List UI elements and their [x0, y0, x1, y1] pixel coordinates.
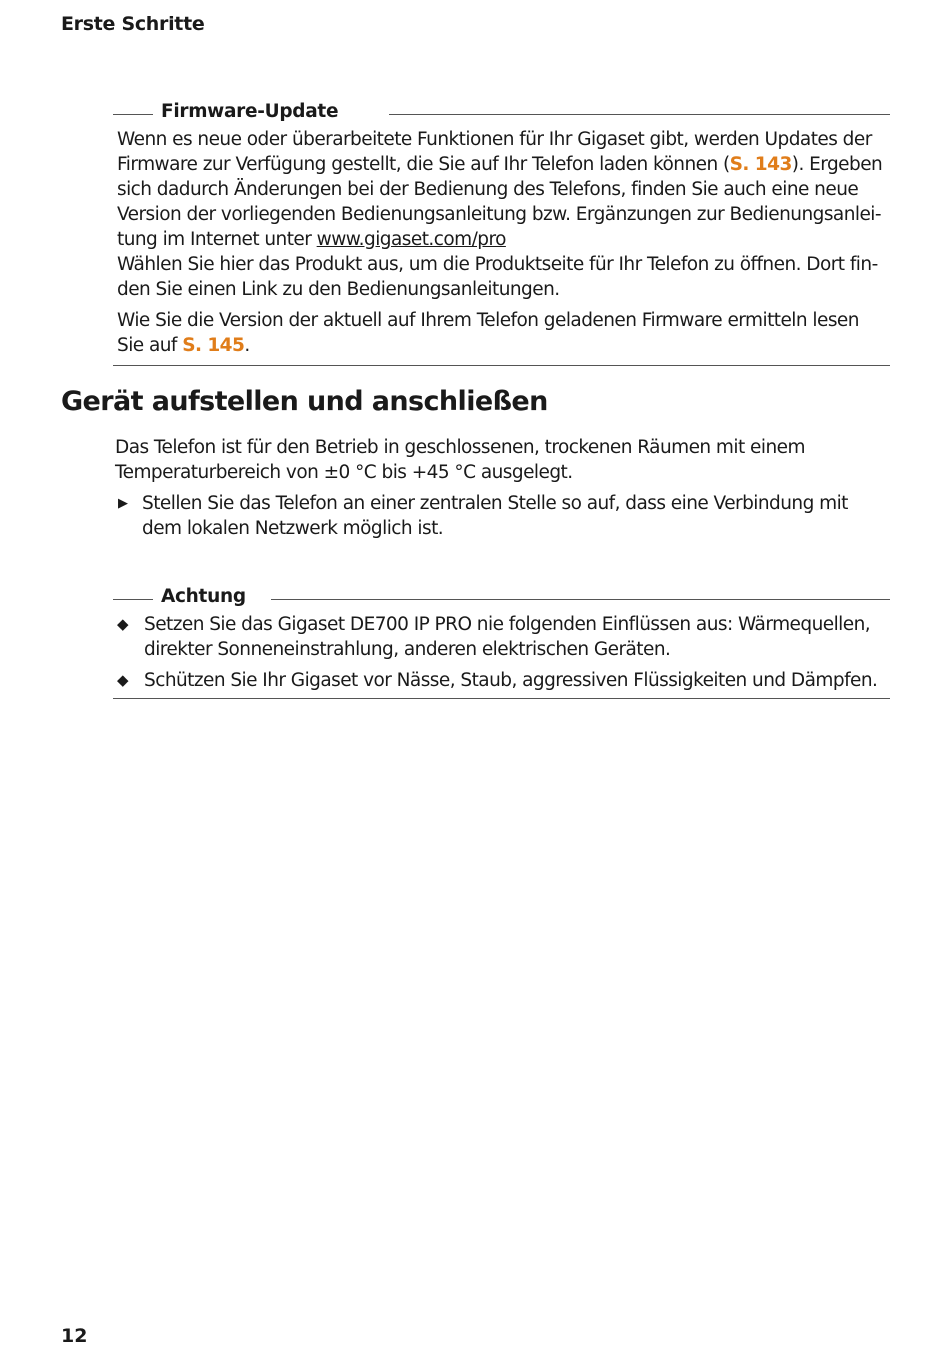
- note-title: Achtung: [161, 586, 246, 607]
- section-intro: Das Telefon ist für den Betrieb in geschlossenen, trockenen Räumen mit einem Temperaturbereich von ±0 °C bis +45 °C ausgelegt.: [115, 437, 805, 483]
- section-title: Gerät aufstellen und anschließen: [61, 386, 548, 417]
- note-body: [113, 127, 890, 366]
- paragraph-text: Wie Sie die Version der aktuell auf Ihrem Telefon geladenen Firmware ermitteln lesen Sie auf: [117, 310, 859, 356]
- header-rule-left: [113, 114, 153, 115]
- step-arrow-icon: ▶: [118, 496, 128, 511]
- firmware-paragraph-1: [117, 127, 890, 252]
- gigaset-url-link[interactable]: www.gigaset.com/pro: [316, 229, 506, 250]
- firmware-paragraph-3: [117, 308, 890, 358]
- section-body: [115, 435, 890, 541]
- header-rule-right: [389, 114, 890, 115]
- step-text: Stellen Sie das Telefon an einer zentralen Stelle so auf, dass eine Verbindung mit dem lokalen Netzwerk möglich ist.: [142, 493, 848, 539]
- paragraph-text: ). Ergeben sich dadurch Änderungen bei der Bedienung des Telefons, finden Sie auch eine neue Version der vorliegenden Bedienungsanleitung bzw. Ergänzungen zur Bedienungsanleitung im Internet unter: [117, 154, 883, 250]
- page-number: 12: [61, 1325, 88, 1347]
- paragraph-text: .: [244, 335, 250, 356]
- caution-bullet: [113, 668, 890, 693]
- running-head: Erste Schritte: [61, 13, 205, 35]
- note-body: [113, 612, 890, 699]
- caution-note: [113, 586, 890, 699]
- header-rule-right: [271, 599, 890, 600]
- firmware-paragraph-2: Wählen Sie hier das Produkt aus, um die Produktseite für Ihr Telefon zu öffnen. Dort finden Sie einen Link zu den Bedienungsanleitungen.: [117, 254, 879, 300]
- page-reference-link[interactable]: S. 143: [729, 154, 792, 175]
- header-rule-left: [113, 599, 153, 600]
- diamond-bullet-icon: ◆: [117, 615, 129, 633]
- firmware-update-note: [113, 101, 890, 366]
- caution-bullet: [113, 612, 890, 662]
- note-header: [113, 101, 890, 127]
- instruction-step: [115, 491, 890, 541]
- note-title: Firmware-Update: [161, 101, 339, 122]
- diamond-bullet-icon: ◆: [117, 671, 129, 689]
- paragraph-text: Wenn es neue oder überarbeitete Funktionen für Ihr Gigaset gibt, werden Updates der Firmware zur Verfügung gestellt, die Sie auf Ihr Telefon laden können (: [117, 129, 872, 175]
- bullet-text: Setzen Sie das Gigaset DE700 IP PRO nie folgenden Einflüssen aus: Wärmequellen, direkter Sonneneinstrahlung, anderen elektrischen Geräten.: [144, 614, 871, 660]
- page-reference-link[interactable]: S. 145: [182, 335, 245, 356]
- note-header: [113, 586, 890, 612]
- bullet-text: Schützen Sie Ihr Gigaset vor Nässe, Staub, aggressiven Flüssigkeiten und Dämpfen.: [144, 670, 878, 691]
